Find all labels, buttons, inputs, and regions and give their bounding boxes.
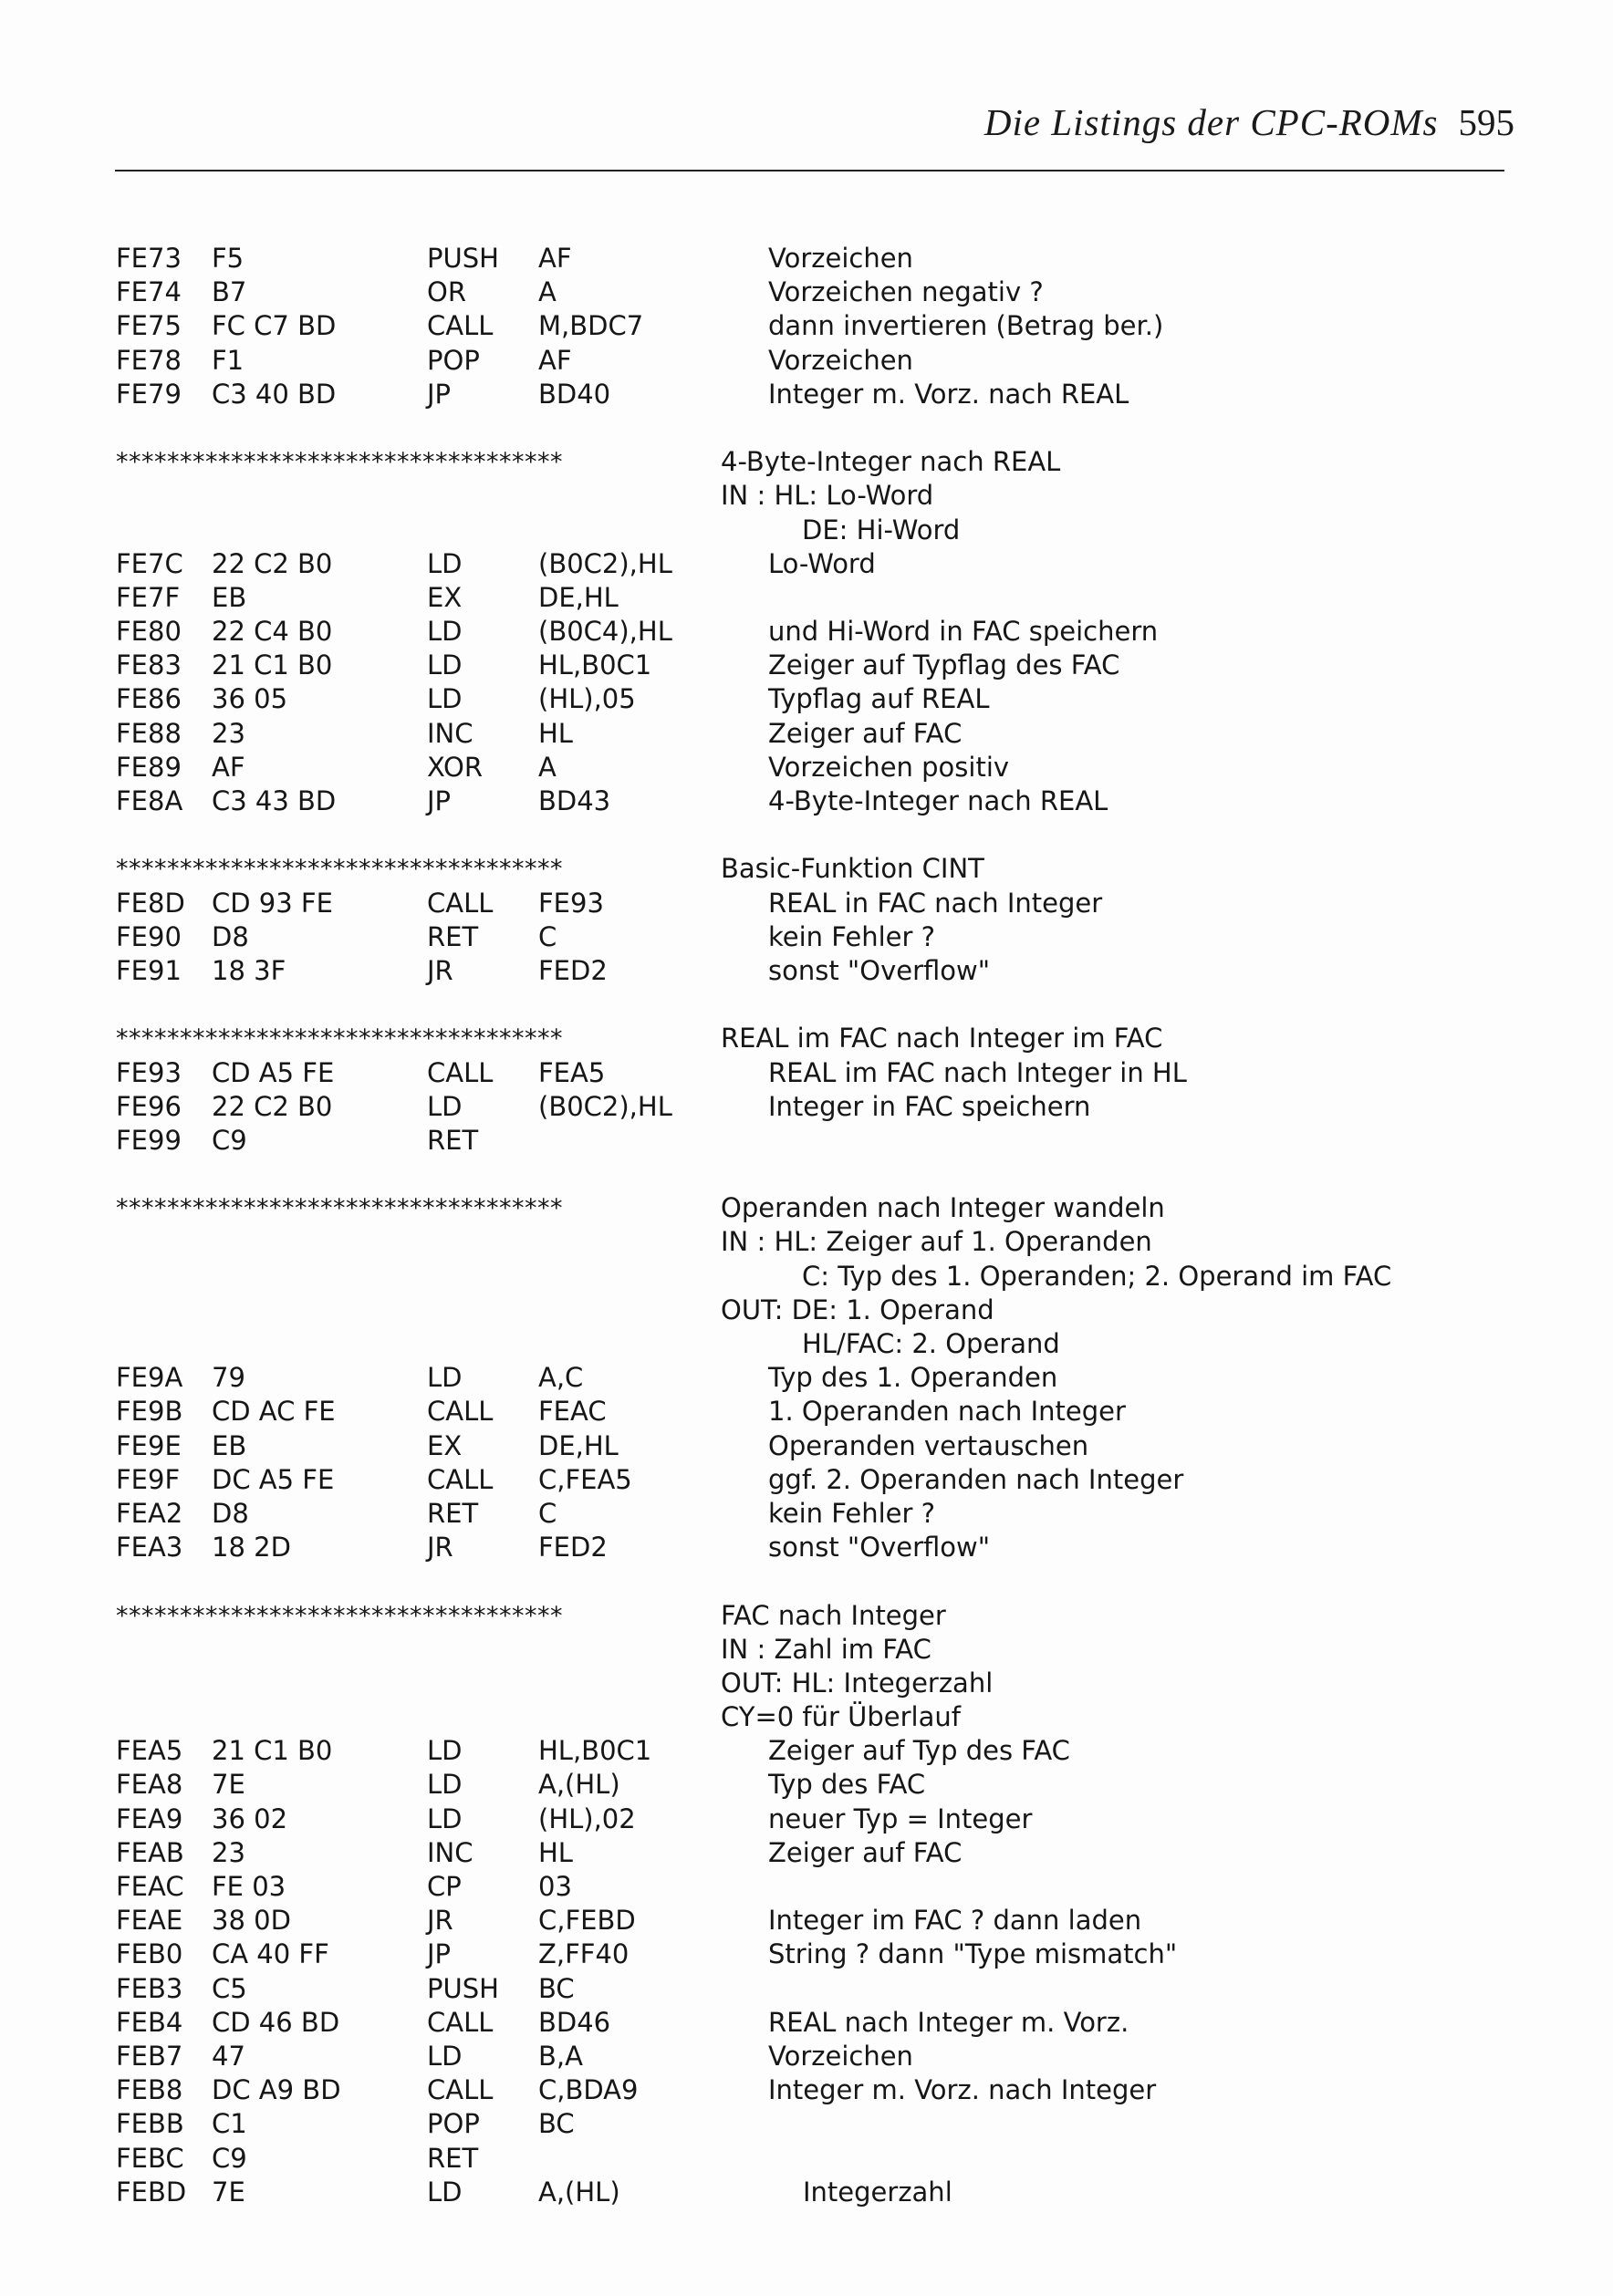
code-line: [0, 1972, 1613, 2006]
line-comment: und Hi-Word in FAC speichern: [768, 616, 1159, 648]
line-comment: Zeiger auf FAC: [768, 1836, 963, 1868]
code-line: [0, 1395, 1613, 1429]
line-comment: Zeiger auf FAC: [768, 717, 963, 749]
operand: BD40: [538, 378, 611, 410]
opcode-bytes: 18 3F: [212, 954, 286, 986]
address: FE90: [116, 920, 182, 952]
opcode-bytes: CD AC FE: [212, 1396, 336, 1428]
line-comment: Integer im FAC ? dann laden: [768, 1905, 1142, 1937]
section-title: FAC nach Integer: [721, 1599, 946, 1631]
section-header-row: [0, 1191, 1613, 1225]
line-comment: String ? dann "Type mismatch": [768, 1938, 1178, 1970]
opcode-bytes: D8: [212, 920, 249, 952]
parameter-note: OUT: DE: 1. Operand: [721, 1293, 994, 1325]
operand: Z,FF40: [538, 1938, 630, 1970]
operand: A,C: [538, 1362, 584, 1394]
operand: A,(HL): [538, 1769, 620, 1801]
address: FEBD: [116, 2176, 187, 2208]
asterisk-separator: ***********************************: [116, 855, 563, 884]
line-comment: 4-Byte-Integer nach REAL: [768, 785, 1108, 816]
operand: BD43: [538, 785, 611, 816]
opcode-bytes: 22 C2 B0: [212, 547, 333, 579]
address: FEB0: [116, 1938, 183, 1970]
line-comment: Lo-Word: [768, 547, 876, 579]
mnemonic: LD: [427, 683, 463, 715]
mnemonic: POP: [427, 344, 480, 376]
code-line: [0, 1904, 1613, 1938]
address: FE96: [116, 1090, 182, 1122]
mnemonic: LD: [427, 2176, 463, 2208]
operand: C: [538, 920, 557, 952]
mnemonic: JP: [427, 1938, 452, 1970]
code-line: [0, 1734, 1613, 1768]
code-line: [0, 1124, 1613, 1158]
mnemonic: CALL: [427, 887, 494, 919]
operand: HL: [538, 1836, 573, 1868]
parameter-note-row: [0, 514, 1613, 547]
opcode-bytes: D8: [212, 1497, 249, 1529]
code-line: [0, 378, 1613, 411]
code-line: [0, 615, 1613, 649]
address: FEAC: [116, 1871, 184, 1902]
opcode-bytes: B7: [212, 276, 247, 308]
operand: AF: [538, 344, 572, 376]
line-comment: sonst "Overflow": [768, 954, 991, 986]
opcode-bytes: 21 C1 B0: [212, 1735, 333, 1767]
blank-line: [0, 1158, 1613, 1191]
opcode-bytes: AF: [212, 751, 245, 783]
address: FE9A: [116, 1362, 183, 1394]
parameter-note: CY=0 für Überlauf: [721, 1701, 961, 1733]
opcode-bytes: 23: [212, 717, 245, 749]
parameter-note: IN : HL: Lo-Word: [721, 480, 934, 512]
opcode-bytes: CD 46 BD: [212, 2006, 340, 2038]
operand: C,BDA9: [538, 2074, 639, 2106]
mnemonic: JR: [427, 954, 453, 986]
code-line: [0, 344, 1613, 378]
opcode-bytes: 7E: [212, 1769, 245, 1801]
mnemonic: PUSH: [427, 243, 499, 274]
opcode-bytes: EB: [212, 581, 247, 613]
parameter-note: OUT: HL: Integerzahl: [721, 1667, 994, 1699]
parameter-note-row: [0, 1633, 1613, 1667]
line-comment: Typflag auf REAL: [768, 683, 990, 715]
section-title: Operanden nach Integer wandeln: [721, 1192, 1165, 1224]
code-line: [0, 682, 1613, 716]
asterisk-separator: ***********************************: [116, 1024, 563, 1054]
line-comment: Typ des 1. Operanden: [768, 1362, 1058, 1394]
mnemonic: PUSH: [427, 1972, 499, 2004]
code-line: [0, 2176, 1613, 2209]
parameter-note-row: [0, 479, 1613, 513]
mnemonic: JP: [427, 378, 452, 410]
mnemonic: LD: [427, 547, 463, 579]
line-comment: Integer in FAC speichern: [768, 1090, 1091, 1122]
line-comment: 1. Operanden nach Integer: [768, 1396, 1126, 1428]
line-comment: Typ des FAC: [768, 1769, 926, 1801]
operand: M,BDC7: [538, 310, 644, 342]
code-line: [0, 1463, 1613, 1497]
operand: 03: [538, 1871, 572, 1902]
opcode-bytes: DC A9 BD: [212, 2074, 341, 2106]
header-rule: [115, 170, 1504, 171]
line-comment: Operanden vertauschen: [768, 1429, 1089, 1461]
opcode-bytes: C1: [212, 2108, 247, 2140]
mnemonic: CALL: [427, 1396, 494, 1428]
operand: DE,HL: [538, 1429, 619, 1461]
mnemonic: INC: [427, 717, 473, 749]
opcode-bytes: C3 40 BD: [212, 378, 337, 410]
address: FE88: [116, 717, 182, 749]
mnemonic: POP: [427, 2108, 480, 2140]
mnemonic: RET: [427, 920, 479, 952]
opcode-bytes: 22 C2 B0: [212, 1090, 333, 1122]
code-line: [0, 1056, 1613, 1090]
address: FEB3: [116, 1972, 183, 2004]
address: FE9E: [116, 1429, 182, 1461]
operand: HL: [538, 717, 573, 749]
assembly-listing: [0, 242, 1613, 2209]
opcode-bytes: EB: [212, 1429, 247, 1461]
address: FEAE: [116, 1905, 183, 1937]
mnemonic: CALL: [427, 2006, 494, 2038]
opcode-bytes: CD 93 FE: [212, 887, 333, 919]
opcode-bytes: 18 2D: [212, 1532, 291, 1564]
operand: (B0C4),HL: [538, 616, 672, 648]
line-comment: Zeiger auf Typflag des FAC: [768, 649, 1120, 681]
address: FE99: [116, 1124, 182, 1156]
address: FE86: [116, 683, 182, 715]
operand: FEA5: [538, 1056, 606, 1088]
opcode-bytes: DC A5 FE: [212, 1463, 335, 1495]
operand: DE,HL: [538, 581, 619, 613]
opcode-bytes: 21 C1 B0: [212, 649, 333, 681]
mnemonic: JR: [427, 1532, 453, 1564]
address: FE93: [116, 1056, 182, 1088]
code-line: [0, 1836, 1613, 1870]
operand: A: [538, 276, 557, 308]
code-line: [0, 547, 1613, 581]
code-line: [0, 2073, 1613, 2107]
opcode-bytes: CA 40 FF: [212, 1938, 329, 1970]
opcode-bytes: CD A5 FE: [212, 1056, 335, 1088]
mnemonic: LD: [427, 2040, 463, 2072]
parameter-note-row: [0, 1327, 1613, 1361]
operand: (B0C2),HL: [538, 547, 672, 579]
line-comment: Integerzahl: [803, 2176, 952, 2208]
opcode-bytes: C5: [212, 1972, 247, 2004]
operand: (HL),02: [538, 1803, 636, 1834]
operand: FED2: [538, 1532, 608, 1564]
parameter-note-row: [0, 1293, 1613, 1327]
section-title: Basic-Funktion CINT: [721, 853, 984, 885]
section-title: REAL im FAC nach Integer im FAC: [721, 1023, 1163, 1054]
line-comment: ggf. 2. Operanden nach Integer: [768, 1463, 1184, 1495]
operand: FE93: [538, 887, 604, 919]
address: FE78: [116, 344, 182, 376]
code-line: [0, 1938, 1613, 1971]
address: FEBC: [116, 2142, 184, 2174]
code-line: [0, 1361, 1613, 1395]
parameter-note-row: [0, 1700, 1613, 1734]
blank-line: [0, 411, 1613, 445]
line-comment: Vorzeichen positiv: [768, 751, 1010, 783]
section-title: 4-Byte-Integer nach REAL: [721, 446, 1061, 478]
line-comment: kein Fehler ?: [768, 920, 936, 952]
address: FE83: [116, 649, 182, 681]
blank-line: [0, 1564, 1613, 1598]
code-line: [0, 920, 1613, 954]
mnemonic: LD: [427, 1803, 463, 1834]
operand: BC: [538, 2108, 575, 2140]
address: FE91: [116, 954, 182, 986]
code-line: [0, 1803, 1613, 1836]
code-line: [0, 1768, 1613, 1802]
parameter-note: C: Typ des 1. Operanden; 2. Operand im FAC: [802, 1260, 1392, 1292]
mnemonic: LD: [427, 1735, 463, 1767]
opcode-bytes: 22 C4 B0: [212, 616, 333, 648]
operand: BD46: [538, 2006, 611, 2038]
page-number: 595: [1458, 101, 1514, 143]
opcode-bytes: 79: [212, 1362, 245, 1394]
line-comment: neuer Typ = Integer: [768, 1803, 1033, 1834]
address: FEA9: [116, 1803, 183, 1834]
operand: FEAC: [538, 1396, 607, 1428]
opcode-bytes: F1: [212, 344, 245, 376]
line-comment: Integer m. Vorz. nach REAL: [768, 378, 1129, 410]
mnemonic: CALL: [427, 310, 494, 342]
opcode-bytes: 36 02: [212, 1803, 288, 1834]
mnemonic: EX: [427, 581, 463, 613]
mnemonic: LD: [427, 1090, 463, 1122]
opcode-bytes: 36 05: [212, 683, 288, 715]
opcode-bytes: FC C7 BD: [212, 310, 337, 342]
line-comment: dann invertieren (Betrag ber.): [768, 310, 1164, 342]
address: FEA5: [116, 1735, 183, 1767]
mnemonic: CALL: [427, 2074, 494, 2106]
mnemonic: RET: [427, 1124, 479, 1156]
mnemonic: JP: [427, 785, 452, 816]
parameter-note: HL/FAC: 2. Operand: [802, 1328, 1060, 1359]
asterisk-separator: ***********************************: [116, 1601, 563, 1630]
line-comment: Zeiger auf Typ des FAC: [768, 1735, 1070, 1767]
code-line: [0, 887, 1613, 920]
asterisk-separator: ***********************************: [116, 1194, 563, 1223]
mnemonic: JR: [427, 1905, 453, 1937]
parameter-note: IN : Zahl im FAC: [721, 1633, 931, 1665]
code-line: [0, 309, 1613, 343]
mnemonic: CP: [427, 1871, 462, 1902]
code-line: [0, 242, 1613, 275]
code-line: [0, 1497, 1613, 1531]
address: FE89: [116, 751, 182, 783]
opcode-bytes: C9: [212, 1124, 247, 1156]
address: FEA2: [116, 1497, 183, 1529]
operand: FED2: [538, 954, 608, 986]
address: FE73: [116, 243, 182, 274]
running-header: [821, 100, 1514, 144]
mnemonic: XOR: [427, 751, 483, 783]
parameter-note: DE: Hi-Word: [802, 514, 961, 545]
operand: C,FEBD: [538, 1905, 636, 1937]
code-line: [0, 2142, 1613, 2176]
line-comment: REAL im FAC nach Integer in HL: [768, 1056, 1187, 1088]
line-comment: Vorzeichen negativ ?: [768, 276, 1044, 308]
code-line: [0, 1870, 1613, 1904]
code-line: [0, 2040, 1613, 2073]
opcode-bytes: C9: [212, 2142, 247, 2174]
address: FEB4: [116, 2006, 183, 2038]
line-comment: Vorzeichen: [768, 344, 913, 376]
asterisk-separator: ***********************************: [116, 448, 563, 477]
opcode-bytes: 38 0D: [212, 1905, 291, 1937]
parameter-note: IN : HL: Zeiger auf 1. Operanden: [721, 1226, 1152, 1258]
opcode-bytes: C3 43 BD: [212, 785, 337, 816]
line-comment: Vorzeichen: [768, 243, 913, 274]
parameter-note-row: [0, 1667, 1613, 1700]
operand: AF: [538, 243, 572, 274]
line-comment: REAL in FAC nach Integer: [768, 887, 1103, 919]
mnemonic: LD: [427, 649, 463, 681]
operand: A,(HL): [538, 2176, 620, 2208]
address: FE7C: [116, 547, 183, 579]
blank-line: [0, 988, 1613, 1022]
parameter-note-row: [0, 1260, 1613, 1293]
address: FEB7: [116, 2040, 183, 2072]
address: FE80: [116, 616, 182, 648]
address: FE8A: [116, 785, 183, 816]
address: FE9F: [116, 1463, 181, 1495]
address: FE7F: [116, 581, 181, 613]
code-line: [0, 581, 1613, 615]
address: FEBB: [116, 2108, 184, 2140]
opcode-bytes: 7E: [212, 2176, 245, 2208]
section-header-row: [0, 1599, 1613, 1633]
address: FE8D: [116, 887, 185, 919]
operand: A: [538, 751, 557, 783]
opcode-bytes: F5: [212, 243, 245, 274]
code-line: [0, 1531, 1613, 1564]
code-line: [0, 784, 1613, 818]
code-line: [0, 717, 1613, 751]
operand: C: [538, 1497, 557, 1529]
address: FEB8: [116, 2074, 183, 2106]
code-line: [0, 275, 1613, 309]
blank-line: [0, 818, 1613, 852]
operand: (HL),05: [538, 683, 636, 715]
operand: B,A: [538, 2040, 583, 2072]
address: FE74: [116, 276, 182, 308]
line-comment: Vorzeichen: [768, 2040, 913, 2072]
mnemonic: LD: [427, 1769, 463, 1801]
section-header-row: [0, 445, 1613, 479]
code-line: [0, 2006, 1613, 2040]
address: FE79: [116, 378, 182, 410]
code-line: [0, 954, 1613, 988]
line-comment: Integer m. Vorz. nach Integer: [768, 2074, 1157, 2106]
code-line: [0, 649, 1613, 682]
mnemonic: INC: [427, 1836, 473, 1868]
address: FEAB: [116, 1836, 184, 1868]
mnemonic: RET: [427, 1497, 479, 1529]
address: FEA3: [116, 1532, 183, 1564]
mnemonic: CALL: [427, 1463, 494, 1495]
mnemonic: EX: [427, 1429, 463, 1461]
code-line: [0, 1429, 1613, 1463]
line-comment: sonst "Overflow": [768, 1532, 991, 1564]
parameter-note-row: [0, 1225, 1613, 1259]
operand: C,FEA5: [538, 1463, 632, 1495]
mnemonic: LD: [427, 616, 463, 648]
address: FEA8: [116, 1769, 183, 1801]
mnemonic: OR: [427, 276, 466, 308]
operand: BC: [538, 1972, 575, 2004]
line-comment: kein Fehler ?: [768, 1497, 936, 1529]
operand: HL,B0C1: [538, 649, 652, 681]
operand: (B0C2),HL: [538, 1090, 672, 1122]
section-header-row: [0, 1022, 1613, 1055]
line-comment: REAL nach Integer m. Vorz.: [768, 2006, 1129, 2038]
mnemonic: CALL: [427, 1056, 494, 1088]
code-line: [0, 2107, 1613, 2141]
running-header-title: Die Listings der CPC-ROMs: [983, 101, 1439, 143]
address: FE75: [116, 310, 182, 342]
code-line: [0, 1090, 1613, 1124]
mnemonic: RET: [427, 2142, 479, 2174]
address: FE9B: [116, 1396, 183, 1428]
operand: HL,B0C1: [538, 1735, 652, 1767]
opcode-bytes: 23: [212, 1836, 245, 1868]
opcode-bytes: 47: [212, 2040, 245, 2072]
mnemonic: LD: [427, 1362, 463, 1394]
code-line: [0, 751, 1613, 784]
section-header-row: [0, 852, 1613, 886]
opcode-bytes: FE 03: [212, 1871, 286, 1902]
